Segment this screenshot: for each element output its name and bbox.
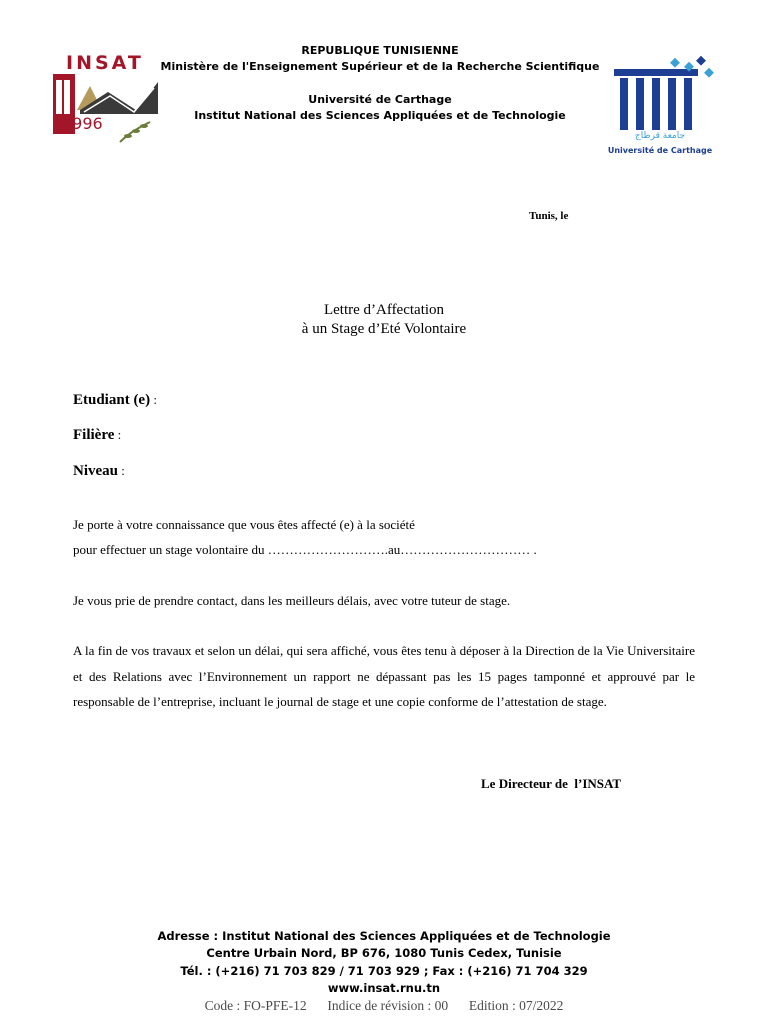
ministry-line: Ministère de l'Enseignement Supérieur et de la Recherche Scientifique [160,60,600,73]
signature-line: Le Directeur de l’INSAT [481,776,622,791]
letter-title-line1: Lettre d’Affectation [323,302,445,318]
body-paragraph-1-line1: Je porte à votre connaissance que vous êtes affecté (e) à la société [73,517,415,532]
insat-logo-text: INSAT [66,52,144,74]
field-student-colon: : [150,392,157,407]
body-paragraph-1-line2: pour effectuer un stage volontaire du ……………………….au………………………… . [73,542,537,557]
footer-website: www.insat.rnu.tn [327,981,441,995]
carthage-logo [606,55,722,160]
insat-logo-year: 1996 [62,114,103,133]
letter-title-line2: à un Stage d’Eté Volontaire [301,321,467,337]
footer-phone: Tél. : (+216) 71 703 829 / 71 703 929 ; Fax : (+216) 71 704 329 [180,964,588,978]
field-student [73,392,157,409]
field-level-label: Niveau [73,463,118,479]
field-program-colon: : [114,427,122,442]
body-paragraph-3: A la fin de vos travaux et selon un délai, qui sera affiché, vous êtes tenu à déposer à la Direction de la Vie Universitaire et des Relations avec l’Environnement un rapport ne dépassant pas les 15 pages tamponné et approuvé par le responsable de l’entreprise, incluant le journal de stage et une copie conforme de l’attestation de stage. [73,643,695,709]
date-line: Tunis, le [529,210,569,222]
body-paragraph-2: Je vous prie de prendre contact, dans les meilleurs délais, avec votre tuteur de stage. [73,593,511,608]
field-student-label: Etudiant (e) [73,392,151,408]
university-line: Université de Carthage [308,93,452,106]
footer-doc-meta [0,998,768,1014]
footer-street: Centre Urbain Nord, BP 676, 1080 Tunis Cedex, Tunisie [206,946,562,960]
footer-code: Code : FO-PFE-12 [204,998,307,1013]
footer-edition: Edition : 07/2022 [468,998,564,1013]
footer-revision: Indice de révision : 00 [327,998,449,1013]
institute-line: Institut National des Sciences Appliquées et de Technologie [194,109,566,122]
field-program-label: Filière [73,427,115,443]
field-level [73,463,125,480]
carthage-columns-icon [606,55,722,135]
footer-address: Adresse : Institut National des Sciences Appliquées et de Technologie [157,929,611,943]
carthage-name: Université de Carthage [607,146,713,155]
field-level-colon: : [118,463,125,478]
field-program [73,427,121,444]
insat-logo [50,52,162,148]
carthage-arabic-name: جامعة قرطاج [634,131,686,141]
republic-line: REPUBLIQUE TUNISIENNE [301,44,459,57]
